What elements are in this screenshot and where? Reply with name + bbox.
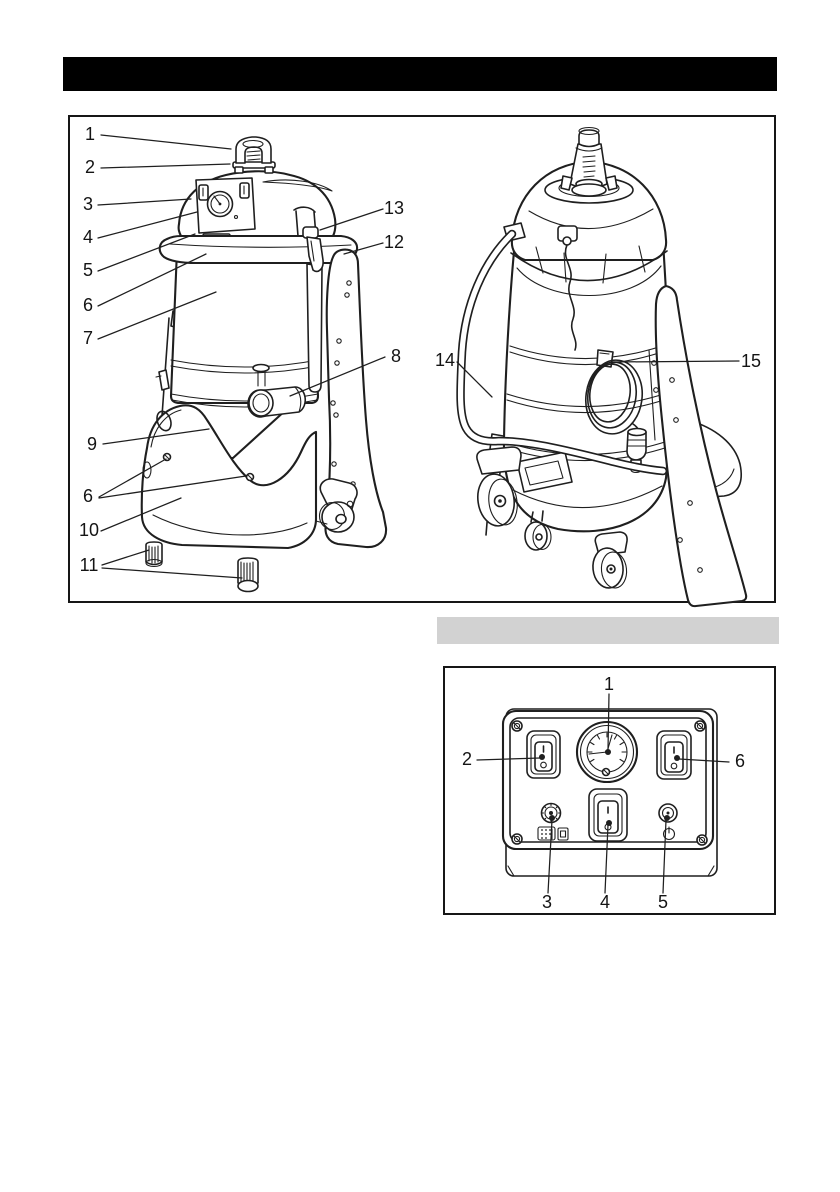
title-bar bbox=[63, 57, 777, 91]
callout-label: 5 bbox=[657, 892, 669, 912]
section-header-bar bbox=[437, 617, 779, 644]
callout-label: 14 bbox=[434, 350, 456, 370]
rear-caster-right bbox=[591, 532, 628, 589]
rear-view-drawing bbox=[461, 128, 747, 607]
callout-label: 1 bbox=[603, 674, 615, 694]
callout-label: 7 bbox=[82, 328, 94, 348]
callout-label: 2 bbox=[461, 749, 473, 769]
callout-label: 6 bbox=[82, 486, 94, 506]
callout-label: 3 bbox=[541, 892, 553, 912]
dust-container bbox=[156, 250, 318, 407]
callout-label: 10 bbox=[78, 520, 100, 540]
callout-label: 11 bbox=[79, 555, 99, 575]
carry-ring bbox=[160, 236, 357, 263]
callout-label: 9 bbox=[86, 434, 98, 454]
front-view-drawing bbox=[142, 137, 386, 592]
control-panel-drawing bbox=[503, 709, 717, 876]
callout-label: 4 bbox=[599, 892, 611, 912]
callout-label: 4 bbox=[82, 227, 94, 247]
main-figure bbox=[69, 116, 775, 606]
callout-label: 15 bbox=[740, 351, 762, 371]
callout-label: 2 bbox=[84, 157, 96, 177]
callout-label: 3 bbox=[82, 194, 94, 214]
callout-label: 6 bbox=[82, 295, 94, 315]
callout-label: 6 bbox=[734, 751, 746, 771]
callout-label: 8 bbox=[390, 346, 402, 366]
rim-clamp bbox=[159, 370, 169, 390]
callout-label: 12 bbox=[383, 232, 405, 252]
support-foot-right bbox=[238, 558, 258, 592]
panel-figure bbox=[444, 667, 775, 914]
rear-frame-right bbox=[656, 286, 746, 606]
rocker-switch-right bbox=[657, 731, 691, 779]
callout-label: 13 bbox=[383, 198, 405, 218]
callout-label: 5 bbox=[82, 260, 94, 280]
filter-shaker-handle bbox=[233, 137, 275, 173]
collection-bin bbox=[142, 405, 316, 548]
shaker-rod-assembly bbox=[561, 128, 617, 197]
support-foot-left bbox=[146, 542, 162, 567]
callout-label: 1 bbox=[84, 124, 96, 144]
